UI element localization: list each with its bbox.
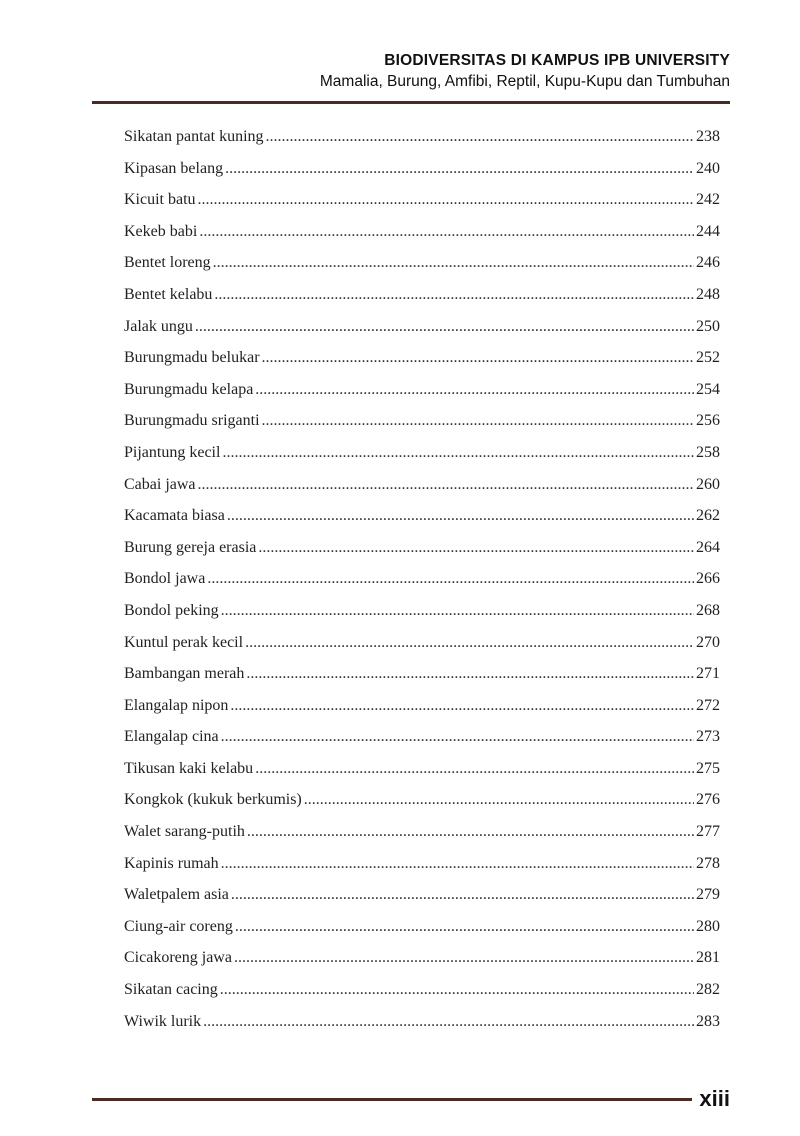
running-header-title: BIODIVERSITAS DI KAMPUS IPB UNIVERSITY bbox=[384, 52, 730, 69]
toc-entry[interactable] bbox=[124, 981, 720, 1013]
toc-entry-page: 275 bbox=[696, 759, 720, 777]
toc-dot-leader bbox=[199, 223, 694, 241]
toc-entry-page: 277 bbox=[696, 823, 720, 841]
toc-entry-page: 281 bbox=[696, 949, 720, 967]
toc-dot-leader bbox=[227, 507, 694, 525]
toc-entry-page: 244 bbox=[696, 222, 720, 240]
toc-entry[interactable] bbox=[124, 254, 720, 286]
toc-entry-page: 264 bbox=[696, 538, 720, 556]
toc-entry-label: Cicakoreng jawa bbox=[124, 949, 232, 967]
toc-entry-page: 242 bbox=[696, 191, 720, 209]
toc-entry-label: Bentet kelabu bbox=[124, 285, 213, 303]
toc-entry[interactable] bbox=[124, 634, 720, 666]
toc-entry-label: Burungmadu sriganti bbox=[124, 412, 260, 430]
toc-entry-label: Kuntul perak kecil bbox=[124, 633, 244, 651]
toc-entry-page: 276 bbox=[696, 791, 720, 809]
toc-entry-label: Elangalap nipon bbox=[124, 696, 229, 714]
toc-entry-page: 280 bbox=[696, 917, 720, 935]
toc-entry-label: Wiwik lurik bbox=[124, 1012, 202, 1030]
toc-dot-leader bbox=[221, 855, 694, 873]
toc-dot-leader bbox=[203, 1013, 694, 1031]
toc-dot-leader bbox=[198, 476, 694, 494]
toc-entry[interactable] bbox=[124, 539, 720, 571]
toc-entry[interactable] bbox=[124, 412, 720, 444]
toc-entry[interactable] bbox=[124, 349, 720, 381]
toc-dot-leader bbox=[247, 823, 694, 841]
toc-entry-label: Cabai jawa bbox=[124, 475, 196, 493]
toc-entry-label: Elangalap cina bbox=[124, 728, 219, 746]
toc-entry-page: 254 bbox=[696, 380, 720, 398]
toc-entry[interactable] bbox=[124, 665, 720, 697]
toc-dot-leader bbox=[222, 444, 694, 462]
toc-entry[interactable] bbox=[124, 128, 720, 160]
toc-entry-label: Waletpalem asia bbox=[124, 886, 229, 904]
toc-entry-label: Walet sarang-putih bbox=[124, 823, 245, 841]
toc-entry-page: 256 bbox=[696, 412, 720, 430]
toc-entry-page: 238 bbox=[696, 128, 720, 145]
toc-dot-leader bbox=[255, 760, 694, 778]
toc-dot-leader bbox=[246, 665, 694, 683]
toc-entry-page: 279 bbox=[696, 886, 720, 904]
toc-entry-label: Kipasan belang bbox=[124, 159, 224, 177]
toc-dot-leader bbox=[220, 981, 694, 999]
toc-entry[interactable] bbox=[124, 728, 720, 760]
toc-entry-label: Burungmadu kelapa bbox=[124, 380, 254, 398]
toc-entry[interactable] bbox=[124, 191, 720, 223]
toc-entry[interactable] bbox=[124, 949, 720, 981]
toc-entry[interactable] bbox=[124, 507, 720, 539]
toc-dot-leader bbox=[195, 318, 694, 336]
toc-dot-leader bbox=[213, 254, 694, 272]
toc-entry-page: 278 bbox=[696, 854, 720, 872]
toc-entry-label: Kapinis rumah bbox=[124, 854, 219, 872]
toc-entry[interactable] bbox=[124, 918, 720, 950]
toc-entry-page: 271 bbox=[696, 665, 720, 683]
toc-entry-label: Pijantung kecil bbox=[124, 443, 221, 461]
toc-entry-page: 272 bbox=[696, 696, 720, 714]
toc-entry[interactable] bbox=[124, 855, 720, 887]
toc-entry-label: Bentet loreng bbox=[124, 254, 211, 272]
toc-entry-page: 266 bbox=[696, 570, 720, 588]
toc-dot-leader bbox=[304, 791, 694, 809]
toc-entry-label: Jalak ungu bbox=[124, 317, 193, 335]
toc-entry-page: 248 bbox=[696, 285, 720, 303]
toc-dot-leader bbox=[234, 949, 694, 967]
toc-entry[interactable] bbox=[124, 476, 720, 508]
toc-entry[interactable] bbox=[124, 760, 720, 792]
table-of-contents bbox=[124, 128, 720, 1044]
toc-entry[interactable] bbox=[124, 223, 720, 255]
toc-entry-page: 250 bbox=[696, 317, 720, 335]
toc-entry[interactable] bbox=[124, 697, 720, 729]
toc-dot-leader bbox=[258, 539, 694, 557]
toc-entry[interactable] bbox=[124, 791, 720, 823]
toc-entry-page: 268 bbox=[696, 601, 720, 619]
toc-entry-label: Kicuit batu bbox=[124, 191, 196, 209]
toc-entry[interactable] bbox=[124, 1013, 720, 1045]
toc-dot-leader bbox=[230, 697, 694, 715]
toc-entry-page: 282 bbox=[696, 981, 720, 999]
toc-dot-leader bbox=[262, 412, 694, 430]
toc-entry-label: Kongkok (kukuk berkumis) bbox=[124, 791, 302, 809]
toc-entry[interactable] bbox=[124, 602, 720, 634]
toc-dot-leader bbox=[266, 128, 694, 146]
toc-entry[interactable] bbox=[124, 381, 720, 413]
footer-divider bbox=[92, 1098, 692, 1101]
toc-dot-leader bbox=[245, 634, 694, 652]
header-divider bbox=[92, 101, 730, 104]
toc-dot-leader bbox=[214, 286, 694, 304]
toc-dot-leader bbox=[235, 918, 694, 936]
toc-dot-leader bbox=[221, 728, 694, 746]
toc-entry-page: 262 bbox=[696, 507, 720, 525]
toc-entry-page: 246 bbox=[696, 254, 720, 272]
toc-entry-label: Kacamata biasa bbox=[124, 507, 225, 525]
page-number: xiii bbox=[699, 1086, 730, 1111]
toc-entry[interactable] bbox=[124, 444, 720, 476]
toc-entry[interactable] bbox=[124, 286, 720, 318]
toc-dot-leader bbox=[221, 602, 694, 620]
toc-entry-label: Ciung-air coreng bbox=[124, 917, 233, 935]
toc-entry-label: Burung gereja erasia bbox=[124, 538, 257, 556]
toc-entry-label: Bambangan merah bbox=[124, 665, 245, 683]
toc-entry-label: Sikatan pantat kuning bbox=[124, 128, 264, 145]
toc-entry-label: Burungmadu belukar bbox=[124, 349, 260, 367]
toc-entry-label: Kekeb babi bbox=[124, 222, 198, 240]
toc-entry-label: Bondol jawa bbox=[124, 570, 206, 588]
toc-dot-leader bbox=[225, 160, 694, 178]
toc-entry-page: 260 bbox=[696, 475, 720, 493]
toc-entry[interactable] bbox=[124, 823, 720, 855]
toc-entry-page: 240 bbox=[696, 159, 720, 177]
toc-entry-label: Sikatan cacing bbox=[124, 981, 218, 999]
toc-entry-page: 273 bbox=[696, 728, 720, 746]
toc-dot-leader bbox=[207, 570, 694, 588]
toc-dot-leader bbox=[231, 886, 694, 904]
toc-entry-label: Tikusan kaki kelabu bbox=[124, 759, 254, 777]
toc-entry-label: Bondol peking bbox=[124, 601, 219, 619]
toc-entry-page: 252 bbox=[696, 349, 720, 367]
toc-entry-page: 283 bbox=[696, 1012, 720, 1030]
running-header-subtitle: Mamalia, Burung, Amfibi, Reptil, Kupu-Kupu dan Tumbuhan bbox=[319, 73, 730, 90]
toc-entry[interactable] bbox=[124, 886, 720, 918]
toc-dot-leader bbox=[198, 191, 694, 209]
toc-entry[interactable] bbox=[124, 570, 720, 602]
toc-entry-page: 270 bbox=[696, 633, 720, 651]
toc-entry[interactable] bbox=[124, 160, 720, 192]
toc-dot-leader bbox=[262, 349, 694, 367]
toc-entry-page: 258 bbox=[696, 443, 720, 461]
toc-entry[interactable] bbox=[124, 318, 720, 350]
toc-dot-leader bbox=[255, 381, 694, 399]
